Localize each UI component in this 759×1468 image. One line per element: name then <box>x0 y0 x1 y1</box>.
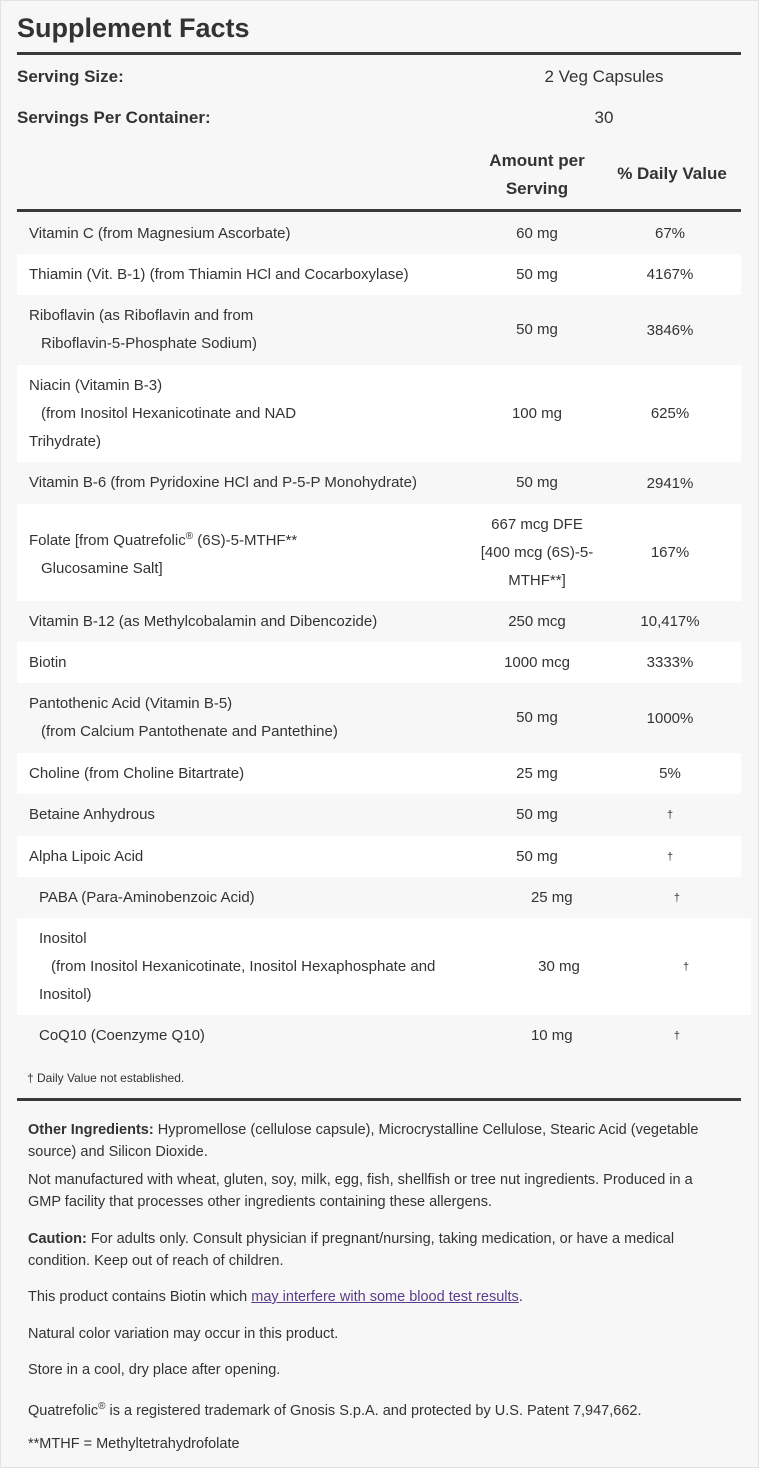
registered-mark: ® <box>185 530 194 542</box>
nutrient-name: PABA (Para-Aminobenzoic Acid) <box>39 888 255 906</box>
nutrient-name: Thiamin (Vit. B-1) (from Thiamin HCl and Cocarboxylase) <box>29 265 409 283</box>
nutrient-name: Choline (from Choline Bitartrate) <box>29 764 245 782</box>
trademark-text: is a registered trademark of Gnosis S.p.A. and protected by U.S. Patent 7,947,662. <box>105 1402 642 1419</box>
nutrient-name-line: (6S)-5-MTHF** <box>193 531 298 549</box>
allergen-statement: Not manufactured with wheat, gluten, soy, milk, egg, fish, shellfish or tree nut ingredients. Produced in a GMP facility that processes other ingredients containing these allergens. <box>28 1172 693 1210</box>
serving-size-label: Serving Size: <box>17 67 124 86</box>
nutrient-dv: 2941% <box>646 474 694 492</box>
nutrient-dv: 3333% <box>646 654 694 671</box>
nutrient-name-line: Inositol <box>39 929 87 947</box>
nutrient-dv: † <box>682 960 690 973</box>
trademark-note <box>28 1396 728 1422</box>
nutrient-amount: 1000 mcg <box>504 653 570 671</box>
table-row <box>17 295 741 365</box>
nutrient-name-line: Folate [from Quatrefolic <box>29 531 186 549</box>
nutrient-name: Biotin <box>29 653 67 671</box>
nutrient-dv: 10,417% <box>640 613 700 630</box>
nutrient-dv: 167% <box>650 544 690 561</box>
amount-line: 667 mcg DFE <box>491 515 583 533</box>
nutrient-dv: 3846% <box>646 321 694 339</box>
caution-text: For adults only. Consult physician if pregnant/nursing, taking medication, or have a medical condition. Keep out of reach of children. <box>28 1231 675 1269</box>
nutrient-dv: † <box>673 1030 680 1042</box>
table-row <box>17 753 741 794</box>
table-row <box>17 683 741 753</box>
nutrient-name: CoQ10 (Coenzyme Q10) <box>39 1027 205 1044</box>
nutrient-amount: 50 mg <box>516 321 558 338</box>
table-row <box>17 877 741 918</box>
nutrient-amount: 10 mg <box>530 1027 573 1044</box>
nutrient-dv: † <box>673 891 680 904</box>
serving-size-value: 2 Veg Capsules <box>544 67 664 86</box>
nutrient-name-line: Riboflavin (as Riboflavin and from <box>29 307 254 324</box>
nutrient-dv: 1000% <box>646 709 694 727</box>
storage-note: Store in a cool, dry place after opening. <box>28 1362 281 1378</box>
nutrient-name-line: Glucosamine Salt] <box>41 559 163 577</box>
caution-statement <box>28 1228 728 1272</box>
servings-per-container-value: 30 <box>594 108 614 127</box>
table-row <box>17 918 751 1015</box>
caution-label: Caution: <box>28 1231 87 1247</box>
color-variation-note: Natural color variation may occur in this product. <box>28 1326 339 1342</box>
header-divider <box>17 209 741 212</box>
other-ingredients-label: Other Ingredients: <box>28 1122 154 1138</box>
other-ingredients <box>28 1119 728 1163</box>
nutrient-amount: 100 mg <box>511 404 563 422</box>
table-row <box>17 1015 741 1057</box>
nutrient-amount: 50 mg <box>516 806 558 823</box>
table-row <box>17 213 741 254</box>
nutrient-table <box>17 213 741 1057</box>
amount-header: Amount per Serving <box>489 151 585 198</box>
title-divider <box>17 52 741 55</box>
nutrient-dv: † <box>666 809 674 821</box>
nutrient-amount: 25 mg <box>516 764 558 782</box>
other-ingredients-text: Hypromellose (cellulose capsule), Microcrystalline Cellulose, Stearic Acid (vegetable source) and Silicon Dioxide. <box>28 1122 699 1160</box>
nutrient-dv: 67% <box>654 225 686 242</box>
footer-divider <box>17 1098 741 1101</box>
nutrient-name: Vitamin B-6 (from Pyridoxine HCl and P-5-P Monohydrate) <box>29 474 417 491</box>
nutrient-name <box>17 925 475 1009</box>
nutrient-amount: 50 mg <box>516 709 558 726</box>
table-row <box>17 365 741 462</box>
biotin-tail: . <box>518 1289 523 1305</box>
table-row <box>17 504 741 601</box>
table-row <box>17 836 741 877</box>
nutrient-amount: 60 mg <box>516 224 558 242</box>
nutrient-name: Vitamin C (from Magnesium Ascorbate) <box>29 224 291 242</box>
biotin-statement <box>28 1286 728 1308</box>
nutrient-amount: 50 mg <box>516 847 558 865</box>
daily-value-header: % Daily Value <box>617 164 727 183</box>
mthf-note: **MTHF = Methyltetrahydrofolate <box>28 1436 240 1452</box>
nutrient-dv: 625% <box>650 405 690 422</box>
trademark-word: Quatrefolic <box>28 1402 99 1419</box>
nutrient-name-line: Trihydrate) <box>29 432 101 450</box>
nutrient-name: Vitamin B-12 (as Methylcobalamin and Dibencozide) <box>29 612 378 630</box>
daily-value-footnote: † Daily Value not established. <box>27 1071 185 1085</box>
table-row <box>17 601 741 642</box>
amount-line: MTHF**] <box>508 571 566 589</box>
nutrient-amount <box>475 511 599 595</box>
nutrient-dv: 4167% <box>646 266 694 283</box>
nutrient-name-line: (from Calcium Pantothenate and Pantethine) <box>41 723 338 740</box>
page-title: Supplement Facts <box>17 13 250 43</box>
nutrient-name-line: (from Inositol Hexanicotinate, Inositol Hexaphosphate and <box>51 957 436 975</box>
nutrient-amount: 25 mg <box>530 888 573 906</box>
nutrient-name-line: Pantothenic Acid (Vitamin B-5) <box>29 695 233 712</box>
nutrient-dv: † <box>666 850 674 863</box>
nutrient-amount: 50 mg <box>516 265 558 283</box>
nutrient-amount: 30 mg <box>538 957 580 975</box>
registered-mark: ® <box>98 1401 106 1412</box>
nutrient-name-line: Inositol) <box>39 985 92 1003</box>
biotin-text: This product contains Biotin which <box>28 1289 252 1305</box>
amount-line: [400 mcg (6S)-5- <box>480 543 594 561</box>
nutrient-name: Betaine Anhydrous <box>29 806 155 823</box>
nutrient-name <box>17 302 475 358</box>
biotin-info-link[interactable]: may interfere with some blood test results <box>251 1289 519 1305</box>
nutrient-amount: 250 mcg <box>508 612 566 630</box>
nutrient-amount: 50 mg <box>516 474 558 491</box>
table-row <box>17 254 741 295</box>
nutrient-name <box>17 690 475 746</box>
nutrient-dv: 5% <box>659 765 681 782</box>
nutrient-name-line: Riboflavin-5-Phosphate Sodium) <box>41 335 257 352</box>
nutrient-name <box>17 372 475 456</box>
table-row <box>17 642 741 683</box>
nutrient-name-line: (from Inositol Hexanicotinate and NAD <box>41 404 297 422</box>
table-row <box>17 462 741 504</box>
table-row <box>17 794 741 836</box>
nutrient-name-line: Niacin (Vitamin B-3) <box>29 376 163 394</box>
nutrient-name <box>17 523 475 583</box>
nutrient-name: Alpha Lipoic Acid <box>29 847 144 865</box>
servings-per-container-label: Servings Per Container: <box>17 108 211 127</box>
